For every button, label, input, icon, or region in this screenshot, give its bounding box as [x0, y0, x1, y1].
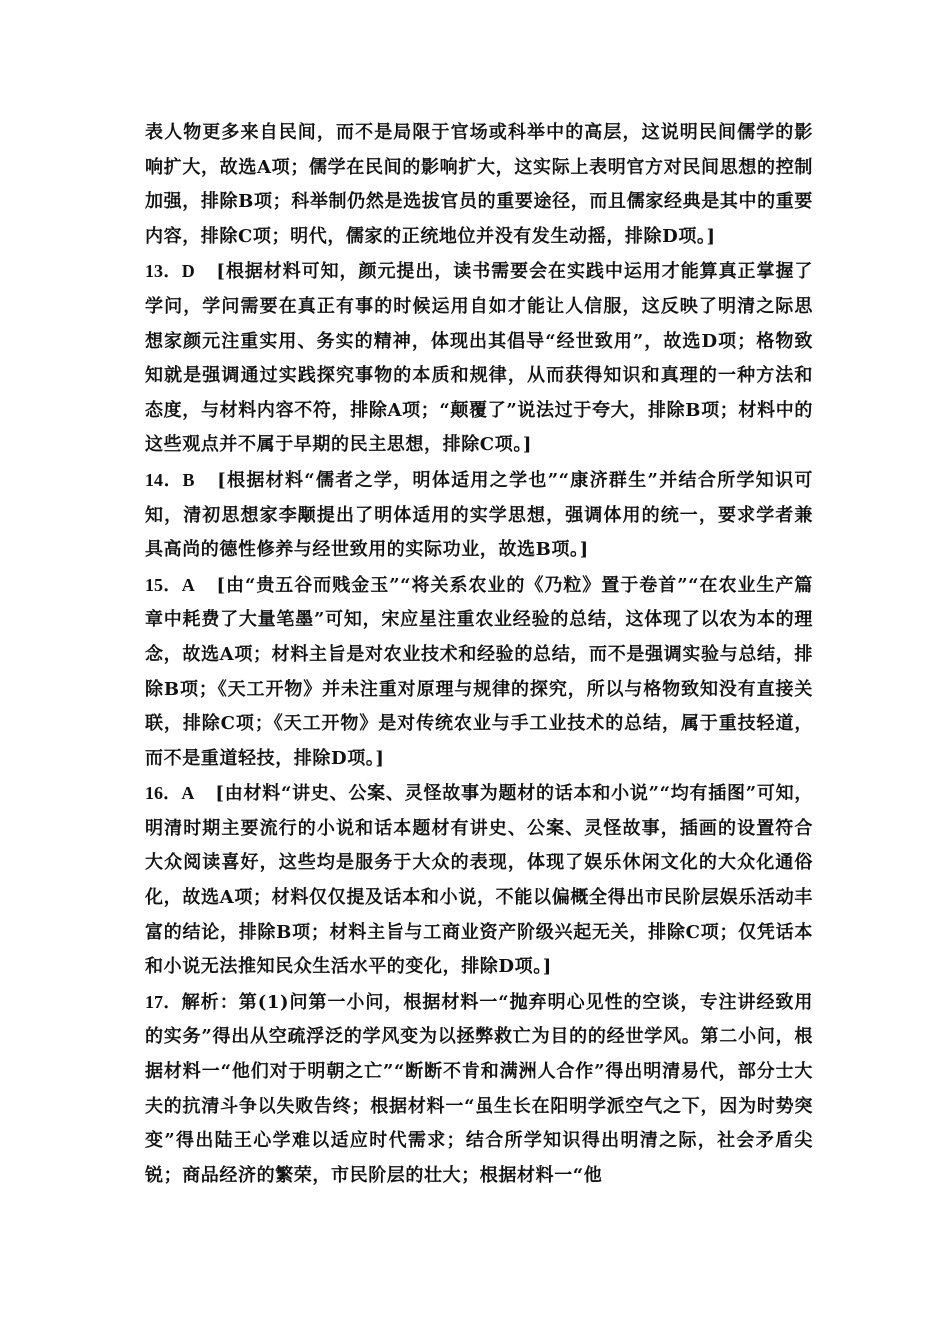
paragraph-text: 表人物更多来自民间，而不是局限于官场或科举中的高层，这说明民间儒学的影响扩大，故选A项；儒学在民间的影响扩大，这实际上表明官方对民间思想的控制加强，排除B项；科举制仍然是选拔官员的重要途径，而且儒家经典是其中的重要内容，排除C项；明代，儒家的正统地位并没有发生动摇，排除D项。] [145, 122, 813, 247]
paragraph-text: [由材料“讲史、公案、灵怪故事为题材的话本和小说”“均有插图”可知，明清时期主要流行的小说和话本题材有讲史、公案、灵怪故事，插画的设置符合大众阅读喜好，这些均是服务于大众的表现，体现了娱乐休闲文化的大众化通俗化，故选A项；材料仅仅提及话本和小说，不能以偏概全得出市民阶层娱乐活动丰富的结论，排除B项；材料主旨与工商业资产阶级兴起无关，排除C项；仅凭话本和小说无法推知民众生活水平的变化，排除D项。] [145, 783, 813, 978]
answer-17 [145, 985, 813, 1194]
question-number: 17． [145, 991, 182, 1012]
analysis-label: 解析： [181, 991, 239, 1013]
paragraph-text: [根据材料可知，颜元提出，读书需要会在实践中运用才能算真正掌握了学问，学问需要在真正有事的时候运用自如才能让人信服，这反映了明清之际思想家颜元注重实用、务实的精神，体现出其倡导“经世致用”，故选D项；格物致知就是强调通过实践探究事物的本质和规律，从而获得知识和真理的一种方法和态度，与材料内容不符，排除A项；“颠覆了”说法过于夸大，排除B项；材料中的这些观点并不属于早期的民主思想，排除C项。] [145, 261, 813, 456]
answer-letter: D [181, 261, 195, 282]
question-number: 15． [145, 574, 182, 595]
question-number: 13． [145, 261, 182, 282]
answer-letter: A [181, 783, 195, 804]
paragraph-text: 第(1)问第一小问，根据材料一“抛弃明心见性的空谈，专注讲经致用的实务”得出从空疏浮泛的学风变为以拯弊救亡为目的的经世学风。第二小问，根据材料一“他们对于明朝之亡”“断断不肯和满洲人合作”得出明清易代，部分士大夫的抗清斗争以失败告终；根据材料一“虽生长在阳明学派空气之下，因为时势突变”得出陆王心学难以适应时代需求；结合所学知识得出明清之际，社会矛盾尖锐；商品经济的繁荣，市民阶层的壮大；根据材料一“他 [145, 991, 814, 1186]
answer-explanation-page [145, 116, 813, 1193]
answer-letter: B [182, 469, 195, 490]
question-number: 14． [145, 469, 183, 490]
answer-14 [145, 463, 813, 568]
answer-15 [145, 568, 813, 777]
paragraph-text: [由“贵五谷而贱金玉”“将关系农业的《乃粒》置于卷首”“在农业生产篇章中耗费了大量笔墨”可知，宋应星注重农业经验的总结，这体现了以农为本的理念，故选A项；材料主旨是对农业技术和经验的总结，而不是强调实验与总结，排除B项；《天工开物》并未注重对原理与规律的探究，所以与格物致知没有直接关联，排除C项；《天工开物》是对传统农业与手工业技术的总结，属于重技轻道，而不是重道轻技，排除D项。] [145, 574, 813, 769]
paragraph-text: [根据材料“儒者之学，明体适用之学也”“康济群生”并结合所学知识可知，清初思想家李颙提出了明体适用的实学思想，强调体用的统一，要求学者兼具高尚的德性修养与经世致用的实际功业，故选B项。] [145, 469, 814, 561]
paragraph-continuation [145, 116, 813, 254]
answer-13 [145, 254, 813, 463]
answer-16 [145, 776, 813, 985]
question-number: 16． [145, 783, 182, 804]
answer-letter: A [181, 574, 195, 595]
